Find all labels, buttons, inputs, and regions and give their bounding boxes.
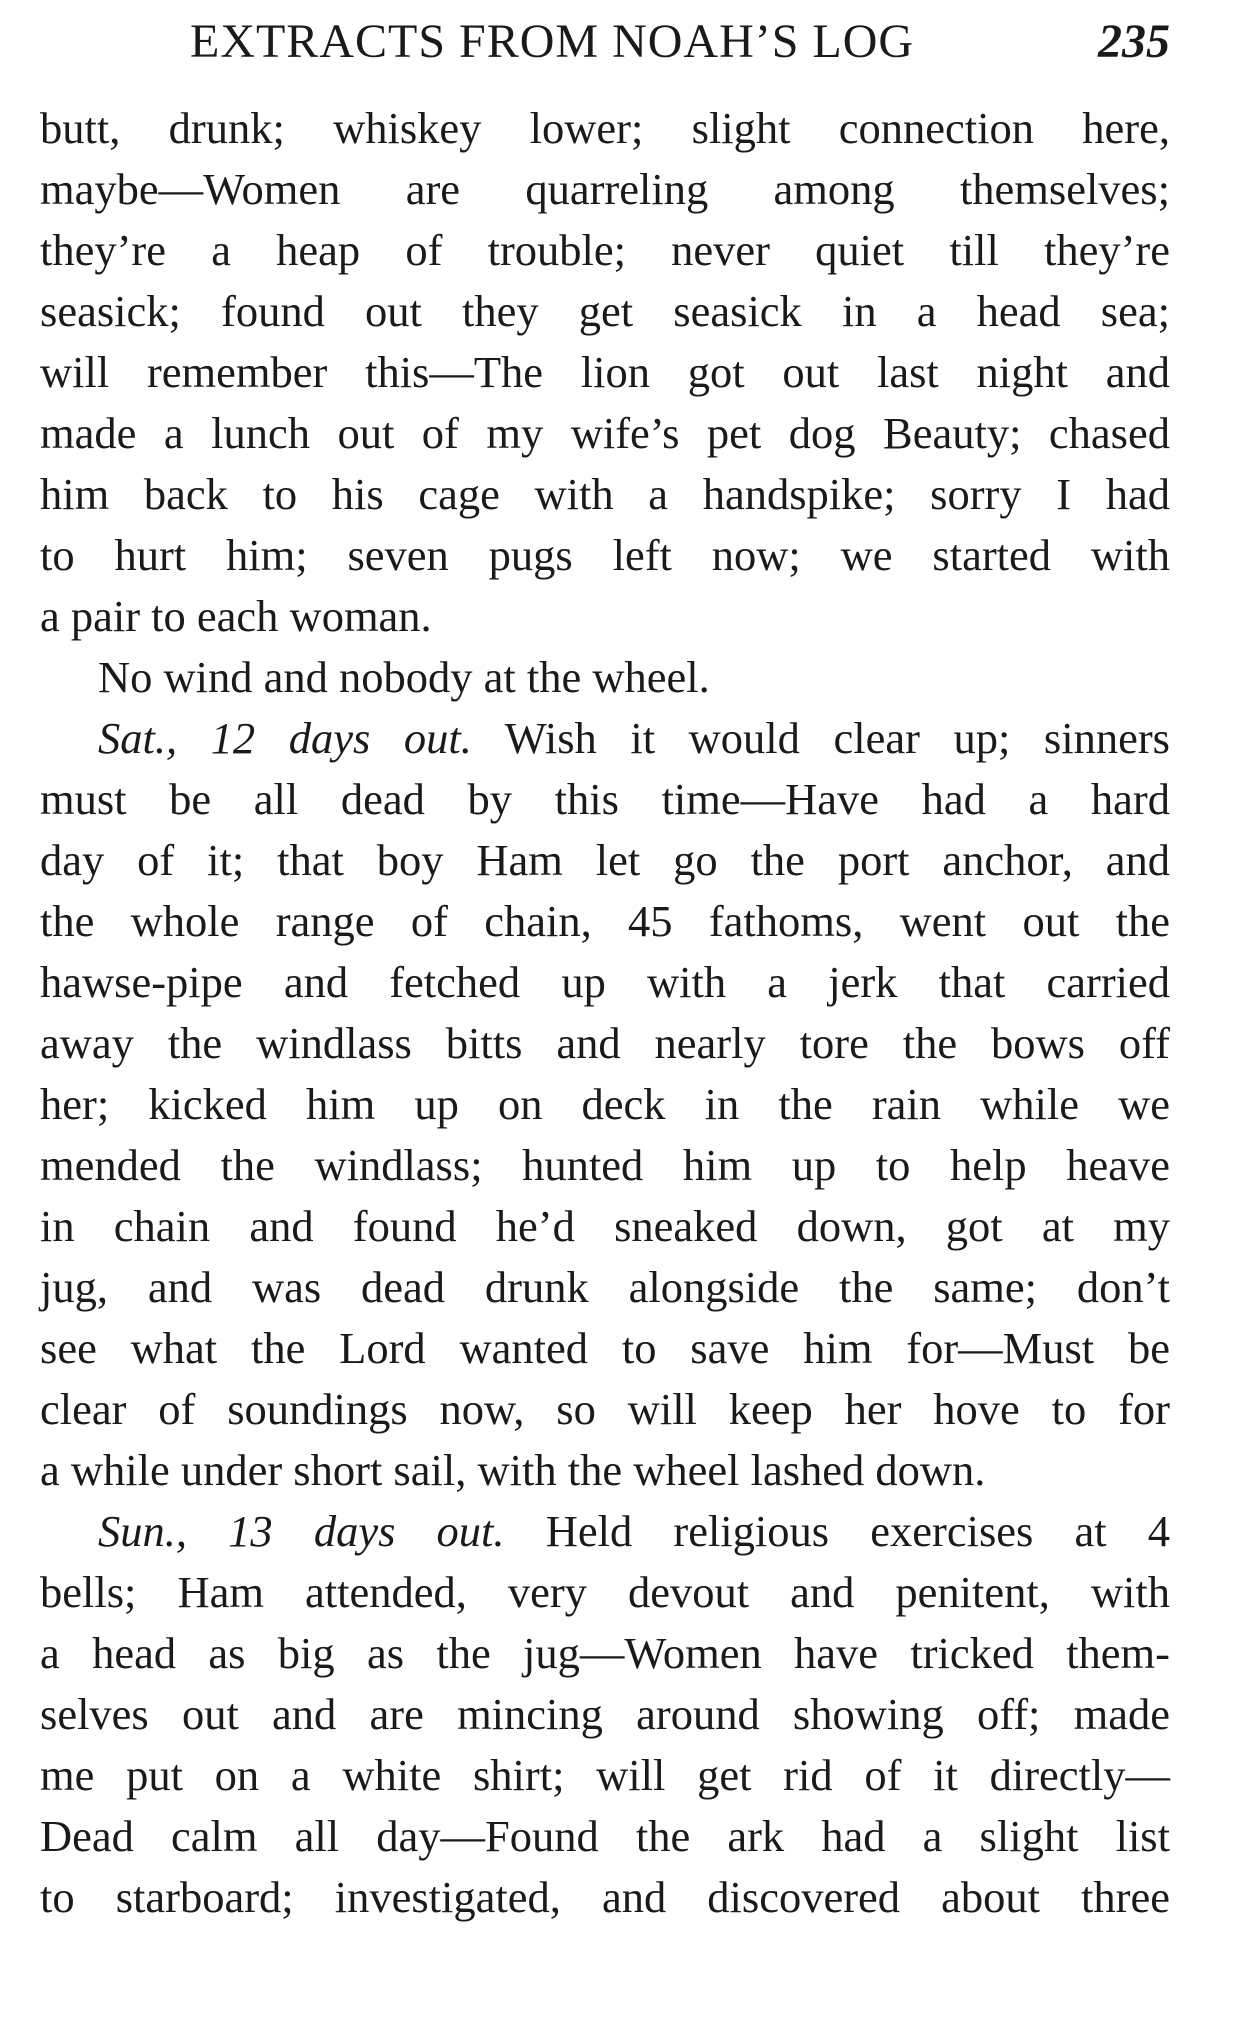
text-line: butt, drunk; whiskey lower; slight connection here, <box>40 103 1170 153</box>
text-line: jug, and was dead drunk alongside the same; don’t <box>40 1262 1170 1312</box>
text-line: day of it; that boy Ham let go the port anchor, and <box>40 835 1170 885</box>
text-line: will remember this—The lion got out last night and <box>40 347 1170 397</box>
entry-date-sun: Sun., 13 days out. <box>98 1506 505 1556</box>
text-line: No wind and nobody at the wheel. <box>98 652 710 702</box>
text-line: clear of soundings now, so will keep her hove to for <box>40 1384 1170 1434</box>
text-line: they’re a heap of trouble; never quiet till they’re <box>40 225 1170 275</box>
text-line: seasick; found out they get seasick in a head sea; <box>40 286 1170 336</box>
entry-line-sun <box>40 1501 1170 1562</box>
page-number: 235 <box>1098 15 1170 68</box>
text-line: her; kicked him up on deck in the rain while we <box>40 1079 1170 1129</box>
text-line: away the windlass bitts and nearly tore the bows off <box>40 1018 1170 1068</box>
text-line: bells; Ham attended, very devout and penitent, with <box>40 1567 1170 1617</box>
text-line: must be all dead by this time—Have had a hard <box>40 774 1170 824</box>
text-line: see what the Lord wanted to save him for—Must be <box>40 1323 1170 1373</box>
text-line: to hurt him; seven pugs left now; we started with <box>40 530 1170 580</box>
text-line: made a lunch out of my wife’s pet dog Beauty; chased <box>40 408 1170 458</box>
text-line: a pair to each woman. <box>40 591 432 641</box>
running-title: EXTRACTS FROM NOAH’S LOG <box>190 15 915 68</box>
entry-line-sat <box>40 708 1170 769</box>
text-line: to starboard; investigated, and discovered about three <box>40 1872 1170 1922</box>
text-line: in chain and found he’d sneaked down, got at my <box>40 1201 1170 1251</box>
text-line: mended the windlass; hunted him up to help heave <box>40 1140 1170 1190</box>
text-line: the whole range of chain, 45 fathoms, went out the <box>40 896 1170 946</box>
entry-text: Held religious exercises at 4 <box>545 1506 1171 1556</box>
running-head <box>190 14 1170 84</box>
text-line: me put on a white shirt; will get rid of it directly— <box>40 1750 1170 1800</box>
text-line: hawse-pipe and fetched up with a jerk that carried <box>40 957 1170 1007</box>
entry-date-sat: Sat., 12 days out. <box>98 713 472 763</box>
text-line: a while under short sail, with the wheel lashed down. <box>40 1445 986 1495</box>
body-text <box>40 98 1170 1928</box>
text-line: him back to his cage with a handspike; sorry I had <box>40 469 1170 519</box>
entry-text: Wish it would clear up; sinners <box>504 713 1170 763</box>
text-line: a head as big as the jug—Women have tricked them- <box>40 1628 1170 1678</box>
text-line: maybe—Women are quarreling among themselves; <box>40 164 1170 214</box>
text-line: Dead calm all day—Found the ark had a slight list <box>40 1811 1170 1861</box>
text-line: selves out and are mincing around showing off; made <box>40 1689 1170 1739</box>
